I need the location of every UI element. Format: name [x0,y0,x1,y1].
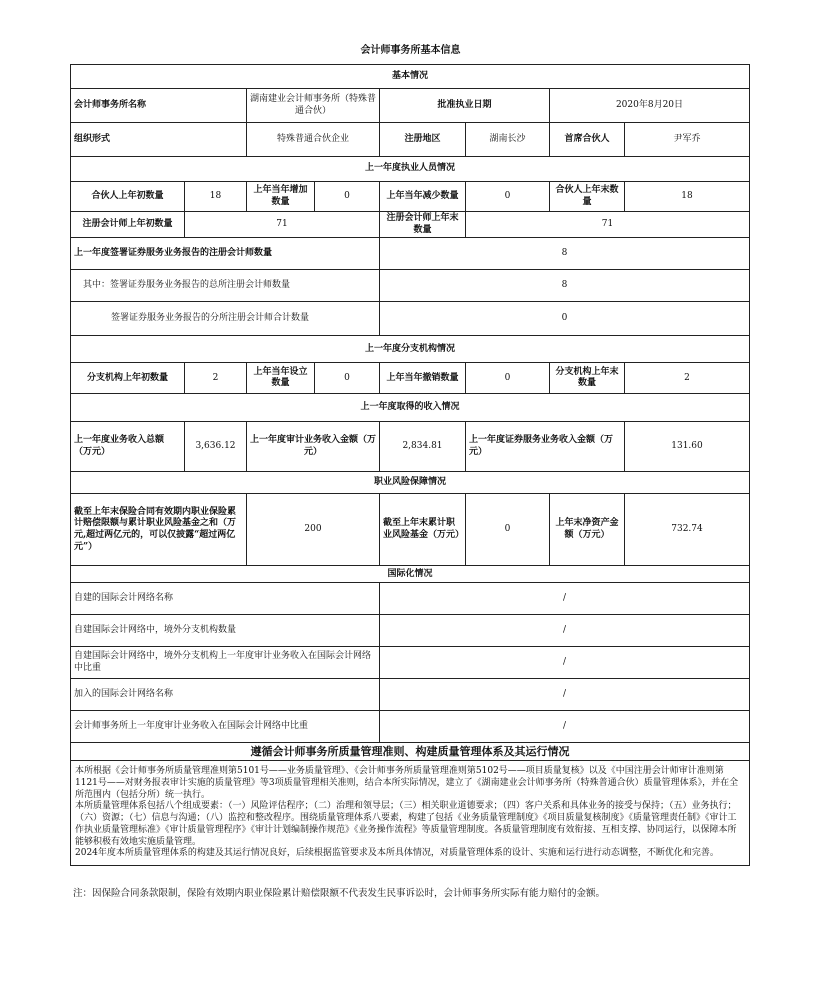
section-risk-header: 职业风险保障情况 [71,472,750,494]
section-basic-header: 基本情况 [71,65,750,89]
quality-paragraph-3: 2024年度本所质量管理体系的构建及其运行情况良好，后续根据监管要求及本所具体情况，对质量管理体系的设计、实施和运行进行动态调整，不断优化和完善。 [75,848,719,859]
branches-begin-label: 分支机构上年初数量 [71,363,185,394]
cpa-end-value: 71 [466,212,750,238]
partners-begin-value: 18 [185,182,247,212]
intl-row-value: / [380,615,750,647]
firm-name-label: 会计师事务所名称 [71,89,247,123]
insurance-label: 截至上年末保险合同有效期内职业保险累计赔偿限额与累计职业风险基金之和（万元,超过两亿元的，可以仅披露“超过两亿元”） [71,494,247,566]
section-branches-header: 上一年度分支机构情况 [71,336,750,363]
income-total-value: 3,636.12 [185,422,247,472]
quality-description [71,761,750,866]
branches-established-label: 上年当年设立数量 [247,363,315,394]
branches-begin-value: 2 [185,363,247,394]
cpa-begin-label: 注册会计师上年初数量 [71,212,185,238]
section-intl-header: 国际化情况 [71,566,750,583]
branches-established-value: 0 [315,363,380,394]
intl-row-label: 加入的国际会计网络名称 [71,679,380,711]
section-quality-header: 遵循会计师事务所质量管理准则、构建质量管理体系及其运行情况 [71,743,750,761]
branches-revoked-label: 上年当年撤销数量 [380,363,466,394]
income-securities-label: 上一年度证券服务业务收入金额（万元） [466,422,625,472]
approval-date-value: 2020年8月20日 [550,89,750,123]
intl-row-value: / [380,583,750,615]
intl-row-label: 会计师事务所上一年度审计业务收入在国际会计网络中比重 [71,711,380,743]
income-audit-label: 上一年度审计业务收入金额（万元） [247,422,380,472]
footnote: 注：因保险合同条款限制，保险有效期内职业保险累计赔偿限额不代表发生民事诉讼时，会计师事务所实际有能力赔付的金额。 [73,888,606,899]
income-total-label: 上一年度业务收入总额（万元） [71,422,185,472]
reduced-label: 上年当年减少数量 [380,182,466,212]
income-audit-value: 2,834.81 [380,422,466,472]
signing-branch-label: 签署证券服务业务报告的分所注册会计师合计数量 [71,302,380,336]
reg-place-label: 注册地区 [380,123,466,157]
intl-row-value: / [380,647,750,679]
section-staff-header: 上一年度执业人员情况 [71,157,750,182]
branches-end-label: 分支机构上年末数量 [550,363,625,394]
chief-partner-value: 尹军乔 [625,123,750,157]
cpa-end-label: 注册会计师上年末数量 [380,212,466,238]
quality-paragraph-2: 本所质量管理体系包括八个组成要素：（一）风险评估程序；（二）治理和领导层；（三）相关职业道德要求；（四）客户关系和具体业务的接受与保持；（五）业务执行；（六）资源；（七）信息与沟通；（八）监控和整改程序。围绕质量管理体系八要素，构建了包括《业务质量管理制度》《项目质量复核制度》《质量管理责任制》《审计工作执业质量管理标准》《审计质量管理程序》《审计计划编制操作规范》《业务操作流程》等质量管理制度。各质量管理制度有效衔接、互相支撑、协同运行，以保障本所能够积极有效地实施质量管理。 [75,801,737,847]
signing-hq-label: 其中：签署证券服务业务报告的总所注册会计师数量 [71,270,380,302]
signing-total-value: 8 [380,238,750,270]
partners-begin-label: 合伙人上年初数量 [71,182,185,212]
intl-row-label: 自建国际会计网络中，境外分支机构上一年度审计业务收入在国际会计网络中比重 [71,647,380,679]
branches-revoked-value: 0 [466,363,550,394]
intl-row-value: / [380,711,750,743]
partners-end-label: 合伙人上年末数量 [550,182,625,212]
signing-total-label: 上一年度签署证券服务业务报告的注册会计师数量 [71,238,380,270]
org-form-label: 组织形式 [71,123,247,157]
approval-date-label: 批准执业日期 [380,89,550,123]
quality-paragraph-1: 本所根据《会计师事务所质量管理准则第5101号——业务质量管理》、《会计师事务所质量管理准则第5102号——项目质量复核》以及《中国注册会计师审计准则第1121号——对财务报表审计实施的质量管理》等3项质量管理相关准则，结合本所实际情况，建立了《湖南建业会计师事务所（特殊普通合伙）质量管理体系》，并在全所范围内（包括分所）统一执行。 [75,766,739,800]
added-label: 上年当年增加数量 [247,182,315,212]
intl-row-value: / [380,679,750,711]
firm-name-value: 湖南建业会计师事务所（特殊普通合伙） [247,89,380,123]
income-securities-value: 131.60 [625,422,750,472]
net-assets-value: 732.74 [625,494,750,566]
intl-row-label: 自建的国际会计网络名称 [71,583,380,615]
cpa-begin-value: 71 [185,212,380,238]
signing-hq-value: 8 [380,270,750,302]
added-value: 0 [315,182,380,212]
partners-end-value: 18 [625,182,750,212]
net-assets-label: 上年末净资产金额（万元） [550,494,625,566]
insurance-value: 200 [247,494,380,566]
signing-branch-value: 0 [380,302,750,336]
reg-place-value: 湖南长沙 [466,123,550,157]
risk-fund-label: 截至上年末累计职业风险基金（万元） [380,494,466,566]
chief-partner-label: 首席合伙人 [550,123,625,157]
branches-end-value: 2 [625,363,750,394]
org-form-value: 特殊普通合伙企业 [247,123,380,157]
risk-fund-value: 0 [466,494,550,566]
section-income-header: 上一年度取得的收入情况 [71,394,750,422]
page-title: 会计师事务所基本信息 [360,45,461,56]
intl-row-label: 自建国际会计网络中，境外分支机构数量 [71,615,380,647]
reduced-value: 0 [466,182,550,212]
info-table [70,64,750,866]
